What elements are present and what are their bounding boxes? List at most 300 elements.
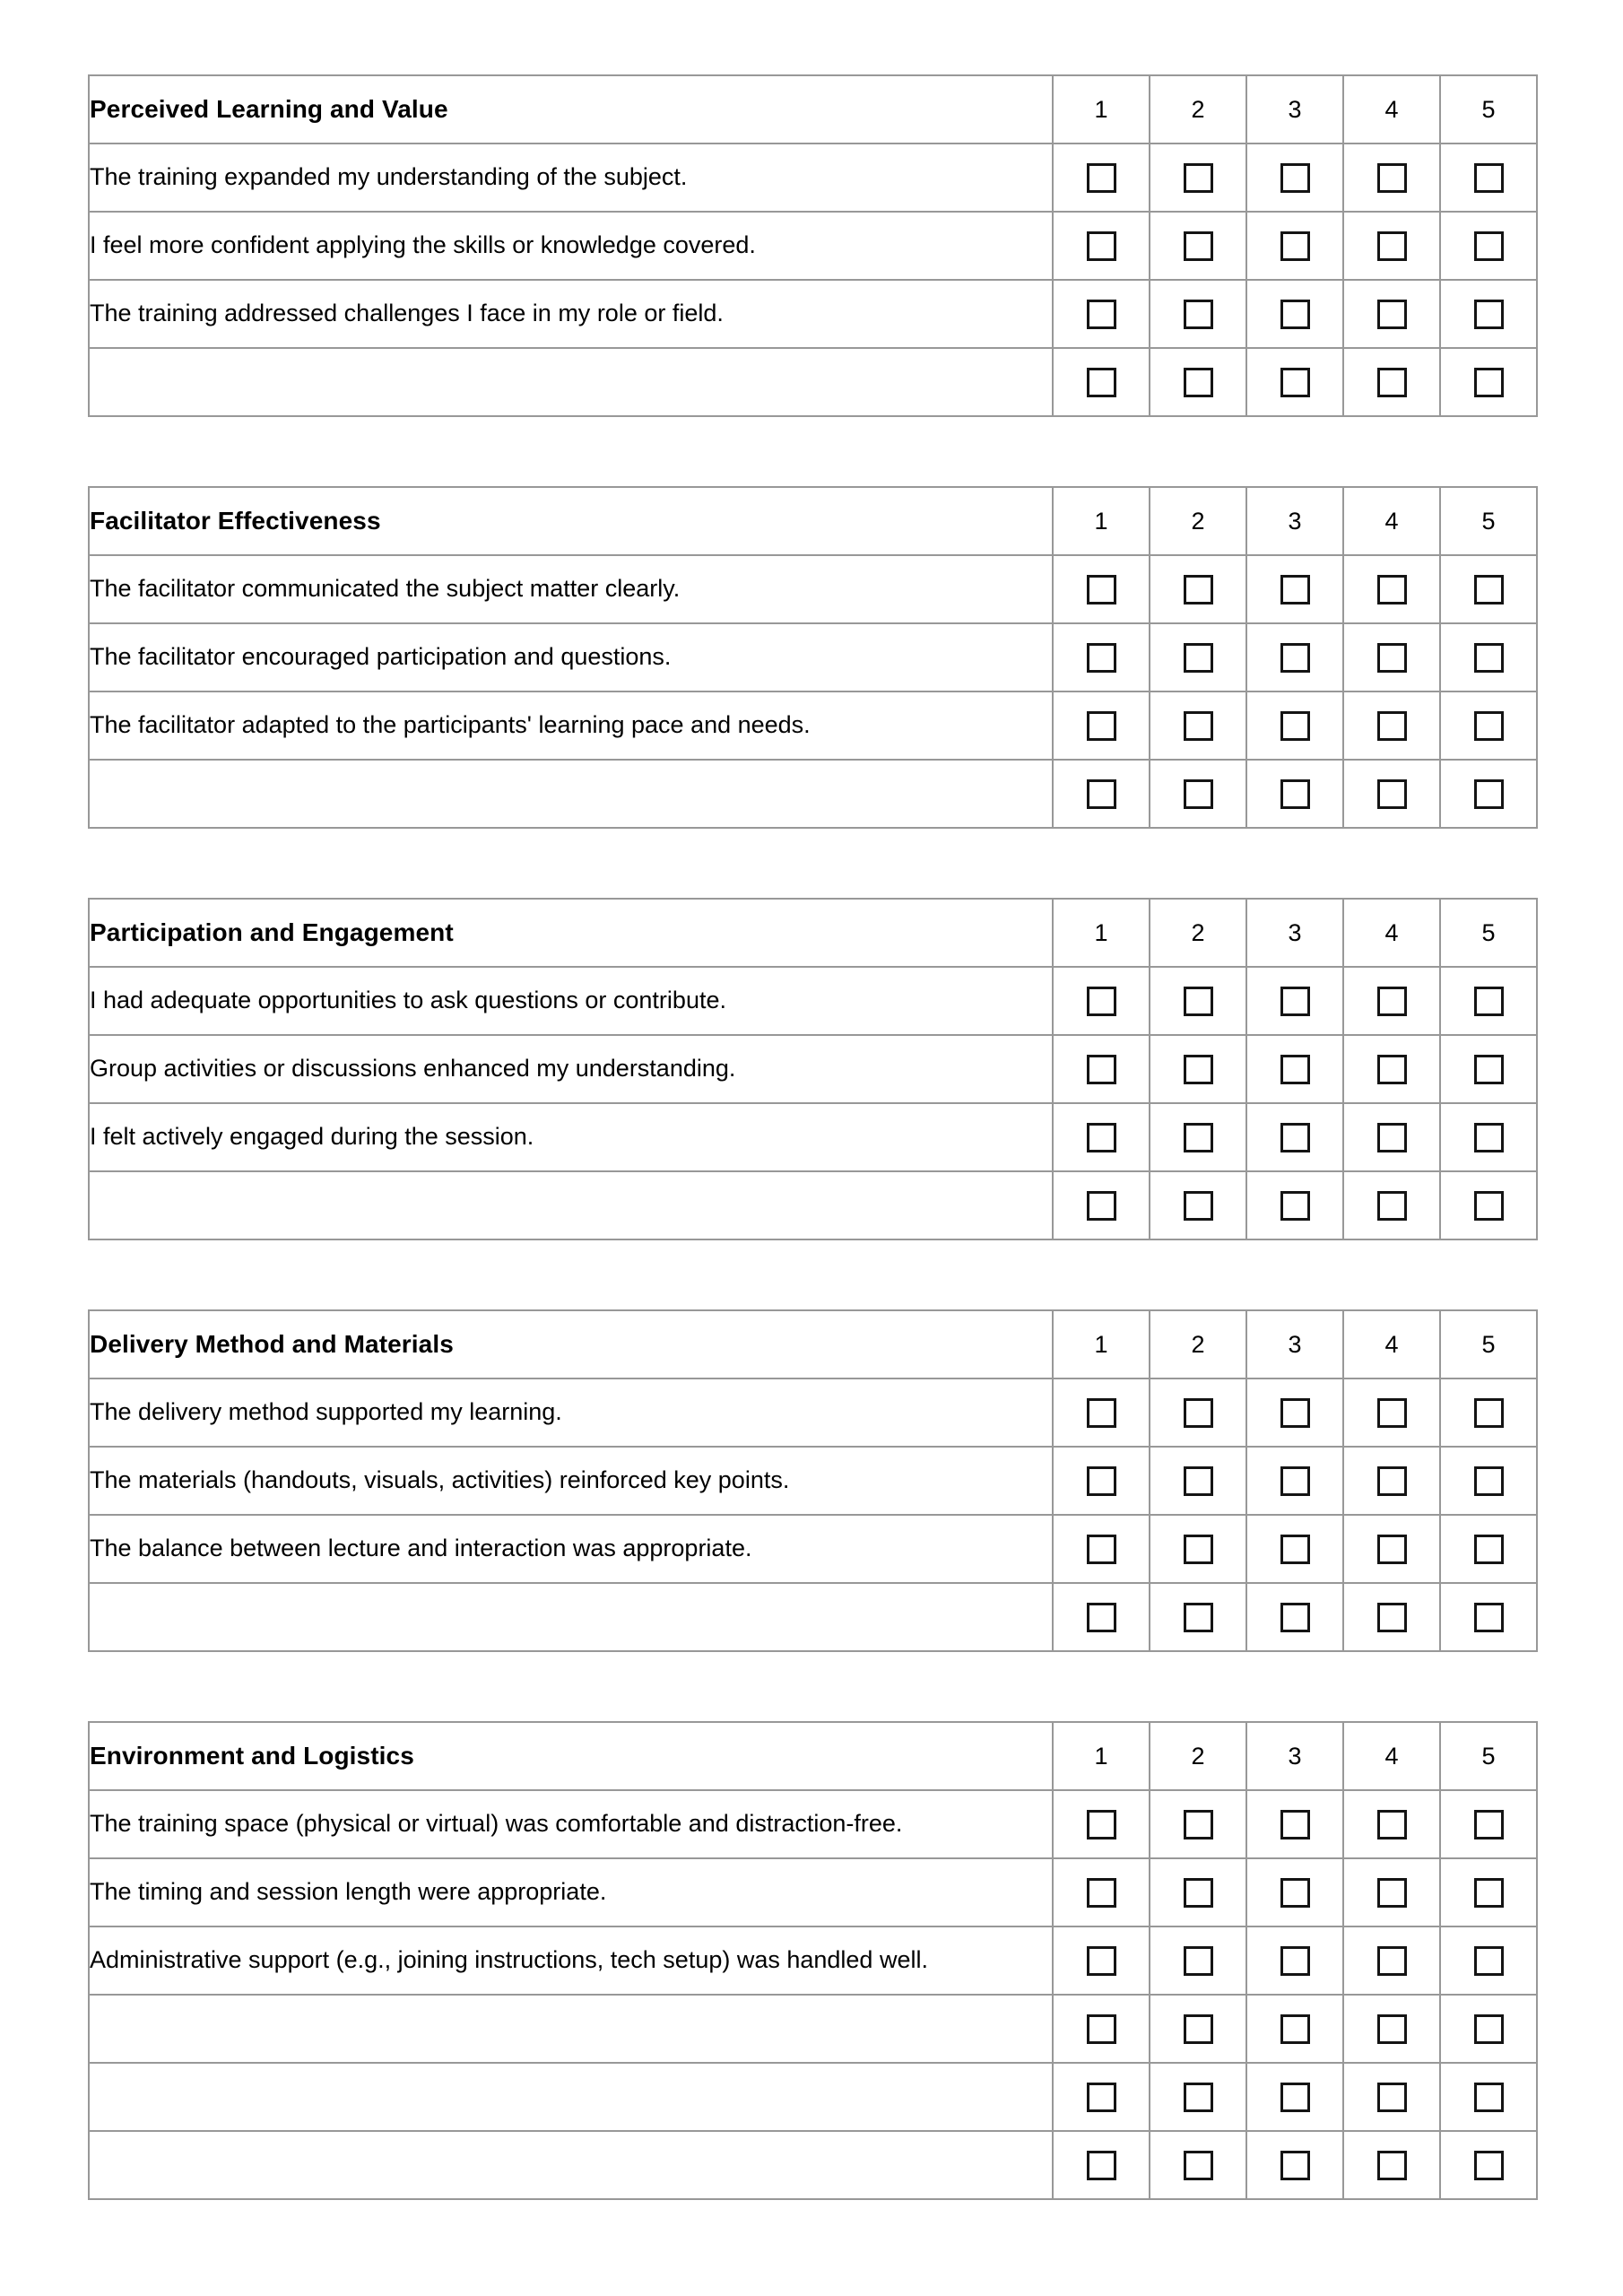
statement-row [89,348,1537,416]
rating-checkbox[interactable] [1377,643,1407,673]
rating-cell [1246,1790,1343,1858]
rating-cell [1440,1583,1537,1651]
statement-cell: Group activities or discussions enhanced my understanding. [89,1035,1053,1103]
section-title: Delivery Method and Materials [89,1310,1053,1378]
rating-cell [1343,760,1440,828]
rating-cell [1246,1926,1343,1995]
rating-cell [1150,1790,1246,1858]
rating-cell [1343,1995,1440,2063]
statement-row [89,1515,1537,1583]
rating-checkbox[interactable] [1087,1123,1116,1152]
rating-checkbox[interactable] [1474,1191,1504,1221]
scale-header: 3 [1246,899,1343,967]
rating-checkbox[interactable] [1087,368,1116,397]
rating-checkbox[interactable] [1184,1466,1213,1496]
rating-checkbox[interactable] [1184,2151,1213,2180]
rating-cell [1246,1447,1343,1515]
rating-checkbox[interactable] [1280,1123,1310,1152]
rating-cell [1440,760,1537,828]
scale-header: 5 [1440,899,1537,967]
scale-header: 2 [1150,75,1246,144]
rating-cell [1053,1926,1150,1995]
rating-cell [1246,760,1343,828]
rating-cell [1053,555,1150,623]
rating-checkbox[interactable] [1474,2014,1504,2044]
statement-row [89,280,1537,348]
section-title: Perceived Learning and Value [89,75,1053,144]
rating-checkbox[interactable] [1184,1946,1213,1976]
scale-header: 4 [1343,1722,1440,1790]
rating-checkbox[interactable] [1184,2083,1213,2112]
rating-checkbox[interactable] [1474,779,1504,809]
scale-header: 5 [1440,487,1537,555]
rating-cell [1343,691,1440,760]
rating-checkbox[interactable] [1280,1055,1310,1084]
rating-checkbox[interactable] [1184,231,1213,261]
rating-checkbox[interactable] [1280,2014,1310,2044]
rating-cell [1440,1790,1537,1858]
rating-cell [1440,1378,1537,1447]
rating-cell [1150,1515,1246,1583]
rating-checkbox[interactable] [1087,2014,1116,2044]
statement-cell: I had adequate opportunities to ask questions or contribute. [89,967,1053,1035]
rating-cell [1343,555,1440,623]
rating-checkbox[interactable] [1184,1191,1213,1221]
scale-header: 5 [1440,75,1537,144]
statement-cell [89,760,1053,828]
rating-checkbox[interactable] [1377,300,1407,329]
rating-checkbox[interactable] [1377,575,1407,604]
statement-cell: The materials (handouts, visuals, activities) reinforced key points. [89,1447,1053,1515]
rating-checkbox[interactable] [1087,987,1116,1016]
rating-checkbox[interactable] [1280,711,1310,741]
rating-cell [1053,760,1150,828]
statement-row [89,691,1537,760]
rating-cell [1343,1103,1440,1171]
scale-header: 4 [1343,899,1440,967]
rating-cell [1246,348,1343,416]
scale-header: 5 [1440,1722,1537,1790]
rating-cell [1440,967,1537,1035]
rating-checkbox[interactable] [1184,1055,1213,1084]
rating-cell [1150,1926,1246,1995]
statement-row [89,212,1537,280]
scale-header: 1 [1053,487,1150,555]
rating-cell [1150,280,1246,348]
rating-table [88,1721,1538,2200]
scale-header: 2 [1150,1310,1246,1378]
statement-cell [89,2131,1053,2199]
section-header-row [89,1310,1537,1378]
rating-checkbox[interactable] [1377,231,1407,261]
rating-checkbox[interactable] [1184,1535,1213,1564]
rating-cell [1440,1515,1537,1583]
rating-cell [1053,1103,1150,1171]
statement-row [89,1035,1537,1103]
rating-cell [1440,2063,1537,2131]
rating-cell [1053,348,1150,416]
scale-header: 2 [1150,899,1246,967]
rating-checkbox[interactable] [1474,1466,1504,1496]
rating-checkbox[interactable] [1087,2083,1116,2112]
rating-cell [1246,280,1343,348]
rating-cell [1343,1583,1440,1651]
rating-checkbox[interactable] [1377,1810,1407,1839]
rating-cell [1246,1995,1343,2063]
statement-cell [89,2063,1053,2131]
rating-checkbox[interactable] [1087,1810,1116,1839]
rating-table [88,486,1538,829]
rating-cell [1440,2131,1537,2199]
rating-cell [1246,1103,1343,1171]
scale-header: 1 [1053,75,1150,144]
scale-header: 2 [1150,487,1246,555]
rating-cell [1246,1583,1343,1651]
statement-cell [89,1583,1053,1651]
rating-cell [1053,2131,1150,2199]
rating-cell [1246,2131,1343,2199]
rating-cell [1150,348,1246,416]
rating-checkbox[interactable] [1280,779,1310,809]
rating-checkbox[interactable] [1474,1123,1504,1152]
rating-cell [1150,2131,1246,2199]
section-header-row [89,75,1537,144]
rating-cell [1053,967,1150,1035]
rating-cell [1150,144,1246,212]
statement-row [89,1378,1537,1447]
rating-checkbox[interactable] [1280,1466,1310,1496]
section-title: Environment and Logistics [89,1722,1053,1790]
statement-cell [89,348,1053,416]
rating-cell [1440,1995,1537,2063]
rating-cell [1440,1447,1537,1515]
rating-cell [1343,1858,1440,1926]
rating-checkbox[interactable] [1184,987,1213,1016]
rating-cell [1440,623,1537,691]
rating-cell [1246,1035,1343,1103]
statement-cell: The facilitator encouraged participation and questions. [89,623,1053,691]
rating-cell [1150,1171,1246,1239]
rating-cell [1150,212,1246,280]
rating-checkbox[interactable] [1280,2083,1310,2112]
rating-cell [1150,1378,1246,1447]
statement-row [89,1583,1537,1651]
rating-cell [1053,691,1150,760]
rating-checkbox[interactable] [1474,643,1504,673]
rating-checkbox[interactable] [1087,1466,1116,1496]
rating-checkbox[interactable] [1474,368,1504,397]
statement-cell: The delivery method supported my learning. [89,1378,1053,1447]
section-header-row [89,487,1537,555]
rating-cell [1053,1583,1150,1651]
statement-row [89,1447,1537,1515]
scale-header: 1 [1053,1722,1150,1790]
statement-cell: The training expanded my understanding of the subject. [89,144,1053,212]
scale-header: 4 [1343,487,1440,555]
statement-cell: The balance between lecture and interaction was appropriate. [89,1515,1053,1583]
statement-cell: I feel more confident applying the skills or knowledge covered. [89,212,1053,280]
statement-row [89,555,1537,623]
rating-checkbox[interactable] [1280,368,1310,397]
rating-cell [1440,1035,1537,1103]
statement-row [89,1171,1537,1239]
rating-cell [1246,1171,1343,1239]
rating-checkbox[interactable] [1280,1535,1310,1564]
scale-header: 1 [1053,1310,1150,1378]
rating-cell [1150,967,1246,1035]
rating-checkbox[interactable] [1377,1535,1407,1564]
rating-cell [1053,1447,1150,1515]
rating-cell [1246,691,1343,760]
rating-table [88,898,1538,1240]
section-title: Facilitator Effectiveness [89,487,1053,555]
rating-checkbox[interactable] [1184,1603,1213,1632]
rating-checkbox[interactable] [1377,2151,1407,2180]
rating-cell [1440,348,1537,416]
rating-cell [1440,555,1537,623]
rating-checkbox[interactable] [1087,1603,1116,1632]
scale-header: 3 [1246,1310,1343,1378]
rating-cell [1343,212,1440,280]
rating-cell [1150,1995,1246,2063]
rating-checkbox[interactable] [1184,1810,1213,1839]
rating-checkbox[interactable] [1377,1123,1407,1152]
rating-cell [1440,1103,1537,1171]
statement-cell: The training space (physical or virtual) was comfortable and distraction-free. [89,1790,1053,1858]
rating-checkbox[interactable] [1377,1398,1407,1428]
rating-cell [1440,1858,1537,1926]
rating-cell [1246,144,1343,212]
rating-cell [1343,1447,1440,1515]
rating-checkbox[interactable] [1377,368,1407,397]
rating-cell [1343,144,1440,212]
rating-cell [1150,1583,1246,1651]
rating-checkbox[interactable] [1184,643,1213,673]
rating-checkbox[interactable] [1474,575,1504,604]
rating-cell [1343,1515,1440,1583]
rating-checkbox[interactable] [1280,1878,1310,1908]
rating-cell [1440,144,1537,212]
rating-checkbox[interactable] [1377,1946,1407,1976]
rating-cell [1343,1378,1440,1447]
rating-checkbox[interactable] [1377,2083,1407,2112]
statement-row [89,1858,1537,1926]
rating-checkbox[interactable] [1377,1878,1407,1908]
rating-checkbox[interactable] [1087,575,1116,604]
rating-checkbox[interactable] [1280,1191,1310,1221]
rating-checkbox[interactable] [1377,163,1407,193]
rating-checkbox[interactable] [1087,779,1116,809]
rating-cell [1053,1378,1150,1447]
scale-header: 4 [1343,75,1440,144]
rating-checkbox[interactable] [1377,779,1407,809]
rating-checkbox[interactable] [1474,1946,1504,1976]
rating-checkbox[interactable] [1087,163,1116,193]
rating-cell [1053,1515,1150,1583]
rating-checkbox[interactable] [1377,1055,1407,1084]
rating-table [88,1309,1538,1652]
rating-cell [1053,1858,1150,1926]
rating-cell [1150,760,1246,828]
rating-checkbox[interactable] [1184,779,1213,809]
rating-checkbox[interactable] [1474,2083,1504,2112]
rating-cell [1150,1447,1246,1515]
rating-cell [1246,1858,1343,1926]
statement-row [89,623,1537,691]
rating-checkbox[interactable] [1474,1878,1504,1908]
rating-checkbox[interactable] [1377,711,1407,741]
scale-header: 5 [1440,1310,1537,1378]
rating-checkbox[interactable] [1184,368,1213,397]
rating-checkbox[interactable] [1087,1055,1116,1084]
rating-cell [1343,1790,1440,1858]
rating-checkbox[interactable] [1474,1810,1504,1839]
statement-row [89,2063,1537,2131]
rating-checkbox[interactable] [1087,2151,1116,2180]
rating-cell [1053,212,1150,280]
statement-cell: I felt actively engaged during the session. [89,1103,1053,1171]
rating-cell [1246,967,1343,1035]
rating-cell [1343,1171,1440,1239]
rating-cell [1053,1995,1150,2063]
rating-cell [1343,2063,1440,2131]
rating-checkbox[interactable] [1377,2014,1407,2044]
rating-cell [1150,691,1246,760]
rating-cell [1246,2063,1343,2131]
scale-header: 2 [1150,1722,1246,1790]
rating-cell [1343,2131,1440,2199]
rating-table [88,74,1538,417]
rating-checkbox[interactable] [1184,1878,1213,1908]
rating-checkbox[interactable] [1474,1055,1504,1084]
statement-cell [89,1995,1053,2063]
statement-cell: The timing and session length were appropriate. [89,1858,1053,1926]
rating-cell [1053,1035,1150,1103]
rating-cell [1440,1171,1537,1239]
rating-checkbox[interactable] [1184,300,1213,329]
rating-checkbox[interactable] [1087,1946,1116,1976]
rating-checkbox[interactable] [1377,987,1407,1016]
rating-checkbox[interactable] [1280,300,1310,329]
statement-row [89,967,1537,1035]
statement-row [89,1926,1537,1995]
rating-checkbox[interactable] [1377,1466,1407,1496]
rating-checkbox[interactable] [1184,163,1213,193]
rating-checkbox[interactable] [1087,1398,1116,1428]
statement-cell: The facilitator adapted to the participants' learning pace and needs. [89,691,1053,760]
rating-checkbox[interactable] [1087,1191,1116,1221]
rating-checkbox[interactable] [1280,163,1310,193]
section-header-row [89,899,1537,967]
rating-checkbox[interactable] [1184,711,1213,741]
rating-checkbox[interactable] [1474,300,1504,329]
rating-checkbox[interactable] [1184,1123,1213,1152]
rating-checkbox[interactable] [1474,1603,1504,1632]
rating-cell [1150,2063,1246,2131]
rating-checkbox[interactable] [1474,1398,1504,1428]
rating-checkbox[interactable] [1280,1946,1310,1976]
section-header-row [89,1722,1537,1790]
rating-checkbox[interactable] [1377,1191,1407,1221]
rating-checkbox[interactable] [1474,231,1504,261]
rating-checkbox[interactable] [1087,1535,1116,1564]
rating-checkbox[interactable] [1280,643,1310,673]
rating-checkbox[interactable] [1280,1810,1310,1839]
statement-cell [89,1171,1053,1239]
rating-cell [1343,1035,1440,1103]
rating-cell [1053,1790,1150,1858]
scale-header: 3 [1246,1722,1343,1790]
rating-cell [1053,1171,1150,1239]
rating-checkbox[interactable] [1280,575,1310,604]
statement-row [89,2131,1537,2199]
rating-checkbox[interactable] [1184,575,1213,604]
rating-cell [1246,1378,1343,1447]
statement-row [89,144,1537,212]
rating-cell [1053,623,1150,691]
rating-checkbox[interactable] [1184,2014,1213,2044]
rating-checkbox[interactable] [1474,711,1504,741]
rating-checkbox[interactable] [1087,231,1116,261]
rating-checkbox[interactable] [1280,2151,1310,2180]
rating-cell [1150,1103,1246,1171]
rating-checkbox[interactable] [1474,163,1504,193]
statement-row [89,1103,1537,1171]
statement-cell: The facilitator communicated the subject matter clearly. [89,555,1053,623]
scale-header: 1 [1053,899,1150,967]
rating-cell [1343,623,1440,691]
rating-checkbox[interactable] [1377,1603,1407,1632]
rating-cell [1053,144,1150,212]
rating-cell [1440,691,1537,760]
rating-checkbox[interactable] [1280,231,1310,261]
statement-row [89,1790,1537,1858]
rating-checkbox[interactable] [1280,1603,1310,1632]
rating-checkbox[interactable] [1474,987,1504,1016]
rating-cell [1440,280,1537,348]
rating-cell [1343,280,1440,348]
rating-checkbox[interactable] [1280,987,1310,1016]
rating-cell [1440,212,1537,280]
section-title: Participation and Engagement [89,899,1053,967]
rating-cell [1440,1926,1537,1995]
rating-checkbox[interactable] [1184,1398,1213,1428]
rating-checkbox[interactable] [1087,1878,1116,1908]
rating-cell [1343,1926,1440,1995]
rating-checkbox[interactable] [1087,643,1116,673]
rating-cell [1246,1515,1343,1583]
rating-cell [1343,348,1440,416]
scale-header: 3 [1246,487,1343,555]
rating-checkbox[interactable] [1474,2151,1504,2180]
rating-checkbox[interactable] [1087,711,1116,741]
rating-checkbox[interactable] [1280,1398,1310,1428]
rating-cell [1150,555,1246,623]
rating-cell [1246,555,1343,623]
rating-cell [1246,623,1343,691]
rating-cell [1150,1858,1246,1926]
rating-checkbox[interactable] [1474,1535,1504,1564]
rating-cell [1150,1035,1246,1103]
rating-cell [1150,623,1246,691]
scale-header: 3 [1246,75,1343,144]
rating-cell [1053,280,1150,348]
rating-checkbox[interactable] [1087,300,1116,329]
statement-row [89,760,1537,828]
statement-cell: Administrative support (e.g., joining instructions, tech setup) was handled well. [89,1926,1053,1995]
statement-cell: The training addressed challenges I face in my role or field. [89,280,1053,348]
statement-row [89,1995,1537,2063]
